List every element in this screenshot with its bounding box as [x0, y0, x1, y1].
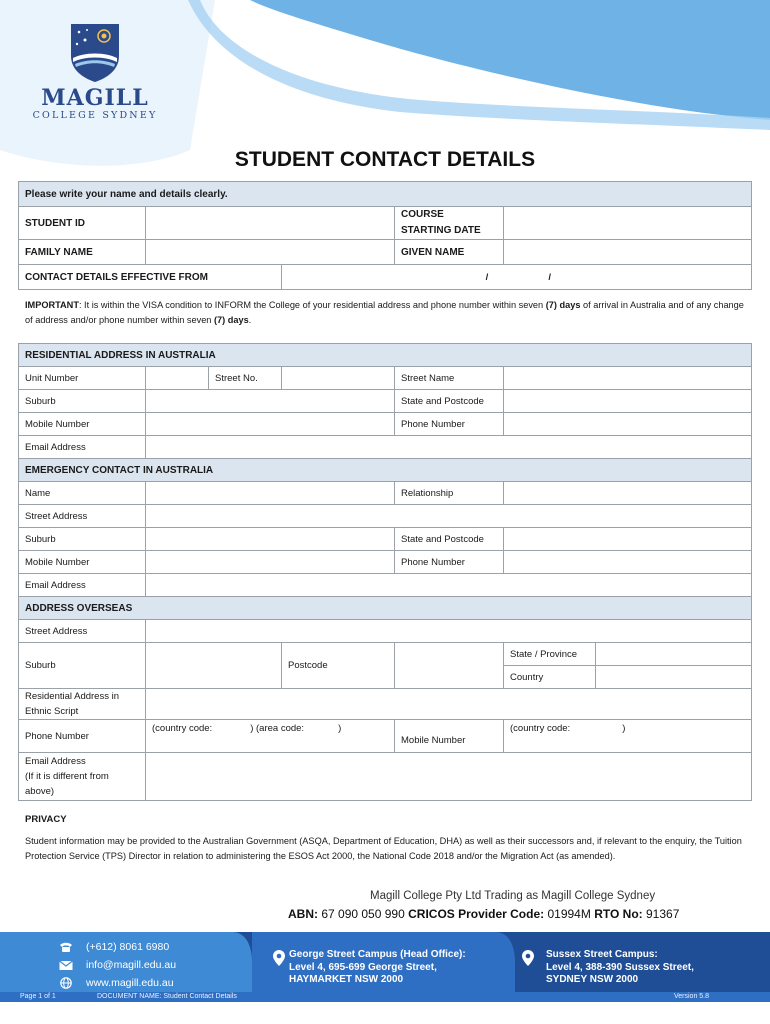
overseas-suburb-field[interactable] [146, 643, 282, 689]
cricos-label: CRICOS Provider Code: [408, 907, 545, 921]
country-code-hint: (country code: [152, 723, 213, 734]
important-text-a: : It is within the VISA condition to INFORM the College of your residential address and phone number within seven [78, 300, 546, 310]
emergency-suburb-label: Suburb [19, 528, 146, 551]
campus1-line1: George Street Campus (Head Office): [289, 949, 466, 960]
country-label: Country [504, 666, 596, 689]
close-paren: ) [338, 723, 342, 734]
overseas-email-line2: (If it is different from [25, 771, 109, 782]
important-days-2: (7) days [213, 315, 249, 325]
rto-value: 91367 [646, 907, 680, 921]
address-details-table [18, 343, 752, 801]
abn-label: ABN: [288, 907, 318, 921]
residential-phone-field[interactable] [504, 413, 752, 436]
campus2-line3: SYDNEY NSW 2000 [546, 974, 639, 985]
campus1-line3: HAYMARKET NSW 2000 [289, 974, 404, 985]
document-name: DOCUMENT NAME: Student Contact Details [97, 993, 237, 1000]
residential-mobile-field[interactable] [146, 413, 395, 436]
emergency-name-field[interactable] [146, 482, 395, 505]
date-separator: / [548, 271, 551, 283]
footer-email-text: info@magill.edu.au [86, 959, 177, 971]
course-label-line2: STARTING DATE [401, 225, 481, 236]
relationship-field[interactable] [504, 482, 752, 505]
ethnic-label-line2: Ethnic Script [25, 706, 79, 717]
important-label: IMPORTANT [25, 300, 79, 310]
overseas-mobile-label: Mobile Number [395, 720, 504, 753]
mobile-country-code-hint: (country code: [510, 723, 571, 734]
overseas-phone-field[interactable] [146, 720, 395, 753]
cricos-value: 01994M [547, 907, 591, 921]
effective-from-date-field[interactable] [282, 265, 752, 290]
ethnic-script-field[interactable] [146, 689, 752, 720]
residential-email-label: Email Address [19, 436, 146, 459]
overseas-email-field[interactable] [146, 753, 752, 801]
overseas-email-label [19, 753, 146, 801]
emergency-street-label: Street Address [19, 505, 146, 528]
logo-name: MAGILL [41, 85, 149, 111]
emergency-phone-field[interactable] [504, 551, 752, 574]
student-id-label: STUDENT ID [19, 207, 146, 240]
important-notice [25, 298, 745, 328]
overseas-street-field[interactable] [146, 620, 752, 643]
company-trading-name: Magill College Pty Ltd Trading as Magill College Sydney [370, 890, 656, 902]
overseas-street-label: Street Address [19, 620, 146, 643]
overseas-mobile-field[interactable] [504, 720, 752, 753]
footer-info-bar [0, 992, 770, 1002]
footer-email [58, 958, 176, 972]
emergency-suburb-field[interactable] [146, 528, 395, 551]
emergency-email-field[interactable] [146, 574, 752, 597]
course-starting-date-label [395, 207, 504, 240]
student-section-header: Please write your name and details clearly. [19, 182, 752, 207]
overseas-section-header: ADDRESS OVERSEAS [19, 597, 752, 620]
course-starting-date-field[interactable] [504, 207, 752, 240]
emergency-email-label: Email Address [19, 574, 146, 597]
globe-icon [58, 976, 74, 990]
street-no-field[interactable] [282, 367, 395, 390]
emergency-state-postcode-field[interactable] [504, 528, 752, 551]
location-pin-icon [522, 950, 534, 966]
footer-web-text: www.magill.edu.au [86, 977, 174, 989]
footer-web [58, 976, 174, 990]
family-name-field[interactable] [146, 240, 395, 265]
residential-state-postcode-field[interactable] [504, 390, 752, 413]
overseas-phone-label: Phone Number [19, 720, 146, 753]
crest-icon [69, 22, 121, 84]
street-name-field[interactable] [504, 367, 752, 390]
phone-icon [58, 940, 74, 954]
given-name-field[interactable] [504, 240, 752, 265]
emergency-section-header: EMERGENCY CONTACT IN AUSTRALIA [19, 459, 752, 482]
emergency-mobile-field[interactable] [146, 551, 395, 574]
emergency-state-postcode-label: State and Postcode [395, 528, 504, 551]
residential-section-header: RESIDENTIAL ADDRESS IN AUSTRALIA [19, 344, 752, 367]
ethnic-label-line1: Residential Address in [25, 691, 119, 702]
abn-value: 67 090 050 990 [321, 907, 405, 921]
street-name-label: Street Name [395, 367, 504, 390]
effective-from-label: CONTACT DETAILS EFFECTIVE FROM [19, 265, 282, 290]
footer-phone [58, 940, 169, 954]
residential-phone-label: Phone Number [395, 413, 504, 436]
state-province-field[interactable] [596, 643, 752, 666]
area-code-hint: ) (area code: [250, 723, 305, 734]
privacy-text: Student information may be provided to the Australian Government (ASQA, Department of Education, DHA) as well as their successors and, if relevant to the enquiry, the Tuition Protection Service (TPS) Director in relation to administering the ESOS Act 2000, the National Code 2018 and/or the Migration Act (as amended). [25, 836, 742, 861]
footer-phone-text: (+612) 8061 6980 [86, 941, 170, 953]
campus1-line2: Level 4, 695-699 George Street, [289, 961, 437, 973]
student-details-table [18, 181, 752, 290]
course-label-line1: COURSE [401, 209, 444, 220]
country-field[interactable] [596, 666, 752, 689]
relationship-label: Relationship [395, 482, 504, 505]
campus2-line1: Sussex Street Campus: [546, 949, 658, 960]
campus-george-street [289, 949, 466, 987]
unit-number-label: Unit Number [19, 367, 146, 390]
residential-suburb-label: Suburb [19, 390, 146, 413]
student-id-field[interactable] [146, 207, 395, 240]
privacy-title: PRIVACY [25, 814, 67, 825]
page-title: STUDENT CONTACT DETAILS [234, 148, 536, 171]
page-number: Page 1 of 1 [20, 993, 56, 1000]
emergency-street-field[interactable] [146, 505, 752, 528]
company-registration [288, 907, 728, 921]
residential-email-field[interactable] [146, 436, 752, 459]
overseas-postcode-label: Postcode [282, 643, 395, 689]
overseas-email-line3: above) [25, 786, 55, 797]
given-name-label: GIVEN NAME [395, 240, 504, 265]
unit-number-field[interactable] [146, 367, 209, 390]
emergency-phone-label: Phone Number [395, 551, 504, 574]
college-logo [30, 22, 160, 134]
residential-suburb-field[interactable] [146, 390, 395, 413]
street-no-label: Street No. [209, 367, 282, 390]
location-pin-icon [273, 950, 285, 966]
logo-subtitle: COLLEGE SYDNEY [32, 110, 158, 121]
family-name-label: FAMILY NAME [19, 240, 146, 265]
mobile-close-paren: ) [622, 723, 626, 734]
emergency-mobile-label: Mobile Number [19, 551, 146, 574]
rto-label: RTO No: [594, 907, 643, 921]
emergency-name-label: Name [19, 482, 146, 505]
state-province-label: State / Province [504, 643, 596, 666]
important-text-b: of arrival in Australia and of any change of address and/or phone number within seven [25, 300, 744, 325]
campus2-line2: Level 4, 388-390 Sussex Street, [546, 961, 694, 973]
important-text-c: . [248, 315, 252, 325]
overseas-postcode-field[interactable] [395, 643, 504, 689]
envelope-icon [58, 958, 74, 972]
version-label: Version 5.8 [674, 993, 710, 1000]
overseas-email-line1: Email Address [25, 756, 86, 767]
residential-state-postcode-label: State and Postcode [395, 390, 504, 413]
date-separator: / [485, 271, 489, 283]
important-days-1: (7) days [545, 300, 581, 310]
campus-sussex-street [546, 949, 694, 987]
overseas-suburb-label: Suburb [19, 643, 146, 689]
ethnic-script-label [19, 689, 146, 720]
page-footer [0, 932, 770, 1024]
residential-mobile-label: Mobile Number [19, 413, 146, 436]
